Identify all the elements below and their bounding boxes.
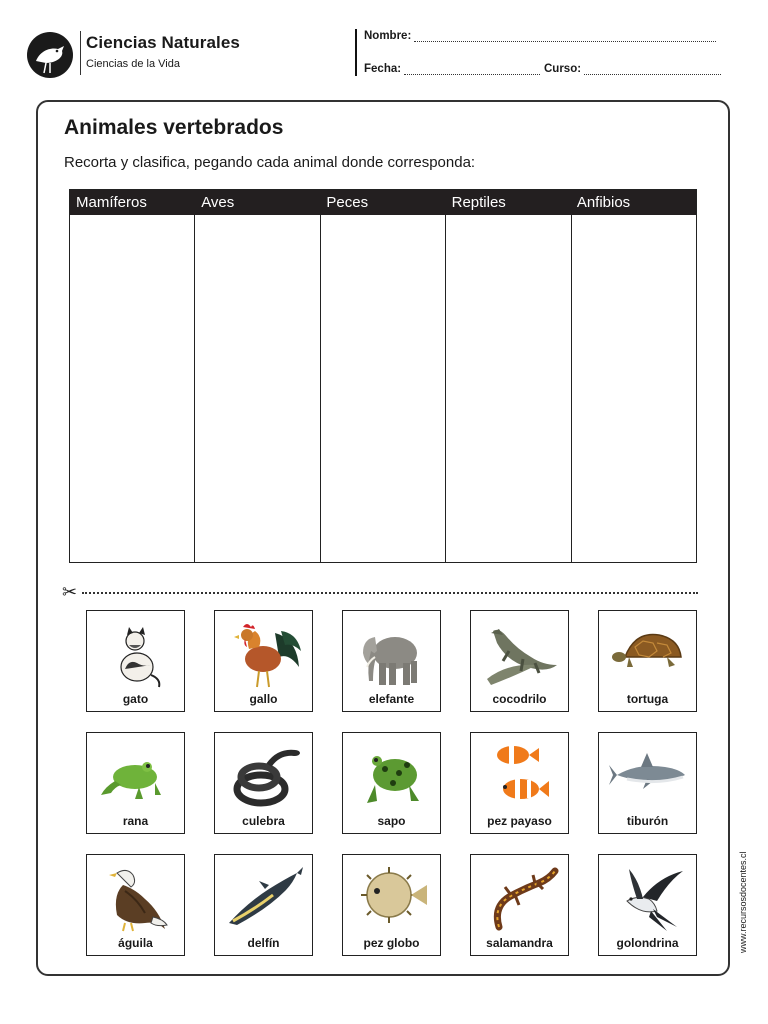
shark-icon [607, 739, 689, 813]
animal-label: águila [118, 936, 153, 950]
animal-card-tiburon[interactable] [598, 732, 697, 834]
drop-zone-amphibians[interactable] [572, 215, 696, 562]
eagle-icon [95, 861, 177, 935]
name-field[interactable] [364, 30, 716, 42]
column-header-fish: Peces [326, 194, 369, 211]
cut-line [82, 592, 698, 594]
animal-card-pez-payaso[interactable] [470, 732, 569, 834]
date-label: Fecha: [364, 63, 402, 75]
crocodile-icon [479, 617, 561, 691]
column-header-reptiles: Reptiles [451, 194, 506, 211]
animal-card-tortuga[interactable] [598, 610, 697, 712]
worksheet-instruction: Recorta y clasifica, pegando cada animal donde corresponda: [64, 154, 476, 171]
drop-zone-reptiles[interactable] [446, 215, 571, 562]
animal-card-pez-globo[interactable] [342, 854, 441, 956]
classification-table [69, 189, 697, 563]
animal-label: tortuga [626, 692, 669, 706]
animal-label: elefante [368, 692, 415, 706]
swallow-icon [607, 861, 689, 935]
table-header [70, 190, 696, 215]
scissors-icon: ✂ [62, 582, 78, 602]
salamander-icon [479, 861, 561, 935]
animal-label: rana [122, 814, 149, 828]
column-header-mammals: Mamíferos [76, 194, 147, 211]
brand-title: Ciencias Naturales [86, 33, 240, 52]
drop-zone-mammals[interactable] [70, 215, 195, 562]
pufferfish-icon [351, 861, 433, 935]
animal-label: salamandra [486, 936, 553, 950]
animal-card-cocodrilo[interactable] [470, 610, 569, 712]
rooster-icon [223, 617, 305, 691]
animal-card-rana[interactable] [86, 732, 185, 834]
animal-label: tiburón [626, 814, 669, 828]
column-header-amphibians: Anfibios [576, 194, 631, 211]
animal-card-golondrina[interactable] [598, 854, 697, 956]
animal-card-culebra[interactable] [214, 732, 313, 834]
animal-label: delfín [247, 936, 280, 950]
animal-label: gallo [249, 692, 278, 706]
animal-card-elefante[interactable] [342, 610, 441, 712]
brand-subtitle: Ciencias de la Vida [86, 58, 180, 70]
snake-icon [223, 739, 305, 813]
name-label: Nombre: [364, 30, 412, 42]
elephant-icon [351, 617, 433, 691]
animal-card-gato[interactable] [86, 610, 185, 712]
brand-logo-bird-icon [26, 31, 74, 79]
animal-card-salamandra[interactable] [470, 854, 569, 956]
animal-label: sapo [377, 814, 406, 828]
course-label: Curso: [544, 63, 582, 75]
date-field[interactable] [364, 63, 540, 75]
name-line[interactable] [414, 31, 716, 42]
animal-card-gallo[interactable] [214, 610, 313, 712]
animal-label: pez payaso [487, 814, 552, 828]
clownfish-icon [479, 739, 561, 813]
animal-card-aguila[interactable] [86, 854, 185, 956]
website-credit[interactable]: www.recursosdocentes.cl [738, 851, 748, 953]
header-divider [355, 29, 357, 76]
animal-label: cocodrilo [492, 692, 547, 706]
worksheet-title: Animales vertebrados [64, 116, 284, 139]
animal-label: pez globo [363, 936, 420, 950]
frog-icon [95, 739, 177, 813]
course-line[interactable] [584, 64, 721, 75]
cat-icon [95, 617, 177, 691]
course-field[interactable] [544, 63, 721, 75]
animal-card-delfin[interactable] [214, 854, 313, 956]
drop-zone-birds[interactable] [195, 215, 320, 562]
animal-label: culebra [242, 814, 285, 828]
date-line[interactable] [404, 64, 540, 75]
brand-divider [80, 31, 81, 75]
animal-card-sapo[interactable] [342, 732, 441, 834]
animal-label: gato [122, 692, 149, 706]
toad-icon [351, 739, 433, 813]
dolphin-icon [223, 861, 305, 935]
drop-zone-fish[interactable] [321, 215, 446, 562]
turtle-icon [607, 617, 689, 691]
animal-label: golondrina [616, 936, 679, 950]
column-header-birds: Aves [201, 194, 235, 211]
